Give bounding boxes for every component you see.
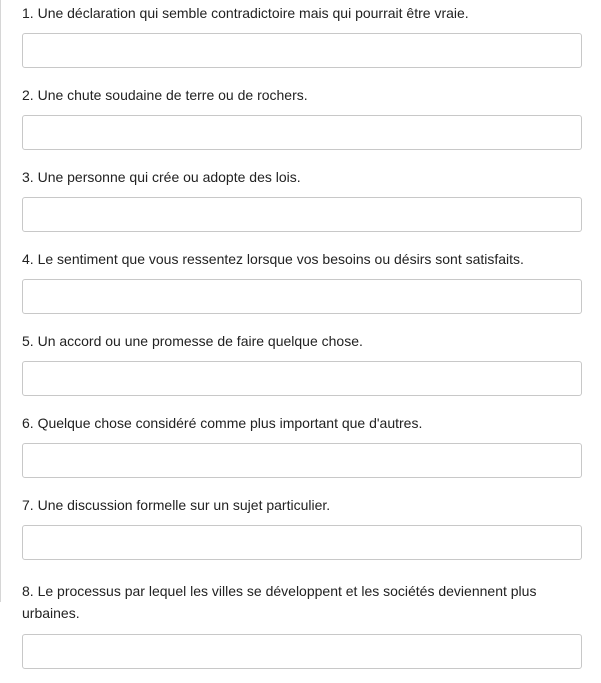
question-prompt: Une discussion formelle sur un sujet particulier. xyxy=(37,497,331,513)
question-text xyxy=(22,0,582,24)
question-2 xyxy=(22,82,582,150)
question-number: 6. xyxy=(22,415,34,431)
question-text xyxy=(22,164,582,188)
answer-input-5[interactable] xyxy=(22,361,582,396)
question-text xyxy=(22,410,582,434)
question-prompt: Une chute soudaine de terre ou de rochers. xyxy=(37,87,308,103)
question-prompt: Une déclaration qui semble contradictoire mais qui pourrait être vraie. xyxy=(37,5,469,21)
question-prompt: Quelque chose considéré comme plus important que d'autres. xyxy=(37,415,423,431)
question-text xyxy=(22,574,582,624)
question-number: 7. xyxy=(22,497,34,513)
question-text xyxy=(22,82,582,106)
question-6 xyxy=(22,410,582,478)
question-prompt: Le processus par lequel les villes se développent et les sociétés deviennent plus urbaines. xyxy=(22,583,537,621)
answer-input-3[interactable] xyxy=(22,197,582,232)
question-8 xyxy=(22,574,582,669)
question-number: 4. xyxy=(22,251,34,267)
question-text xyxy=(22,328,582,352)
question-number: 5. xyxy=(22,333,34,349)
question-4 xyxy=(22,246,582,314)
answer-input-4[interactable] xyxy=(22,279,582,314)
question-3 xyxy=(22,164,582,232)
question-prompt: Un accord ou une promesse de faire quelque chose. xyxy=(37,333,363,349)
question-list xyxy=(22,0,582,683)
question-number: 8. xyxy=(22,583,34,599)
question-number: 3. xyxy=(22,169,34,185)
question-prompt: Une personne qui crée ou adopte des lois. xyxy=(37,169,301,185)
answer-input-6[interactable] xyxy=(22,443,582,478)
question-number: 1. xyxy=(22,5,34,21)
question-text xyxy=(22,246,582,270)
question-1 xyxy=(22,0,582,68)
question-text xyxy=(22,492,582,516)
answer-input-1[interactable] xyxy=(22,33,582,68)
page-left-border xyxy=(0,0,1,602)
question-prompt: Le sentiment que vous ressentez lorsque vos besoins ou désirs sont satisfaits. xyxy=(37,251,524,267)
answer-input-7[interactable] xyxy=(22,525,582,560)
question-5 xyxy=(22,328,582,396)
question-number: 2. xyxy=(22,87,34,103)
question-7 xyxy=(22,492,582,560)
answer-input-8[interactable] xyxy=(22,634,582,669)
answer-input-2[interactable] xyxy=(22,115,582,150)
